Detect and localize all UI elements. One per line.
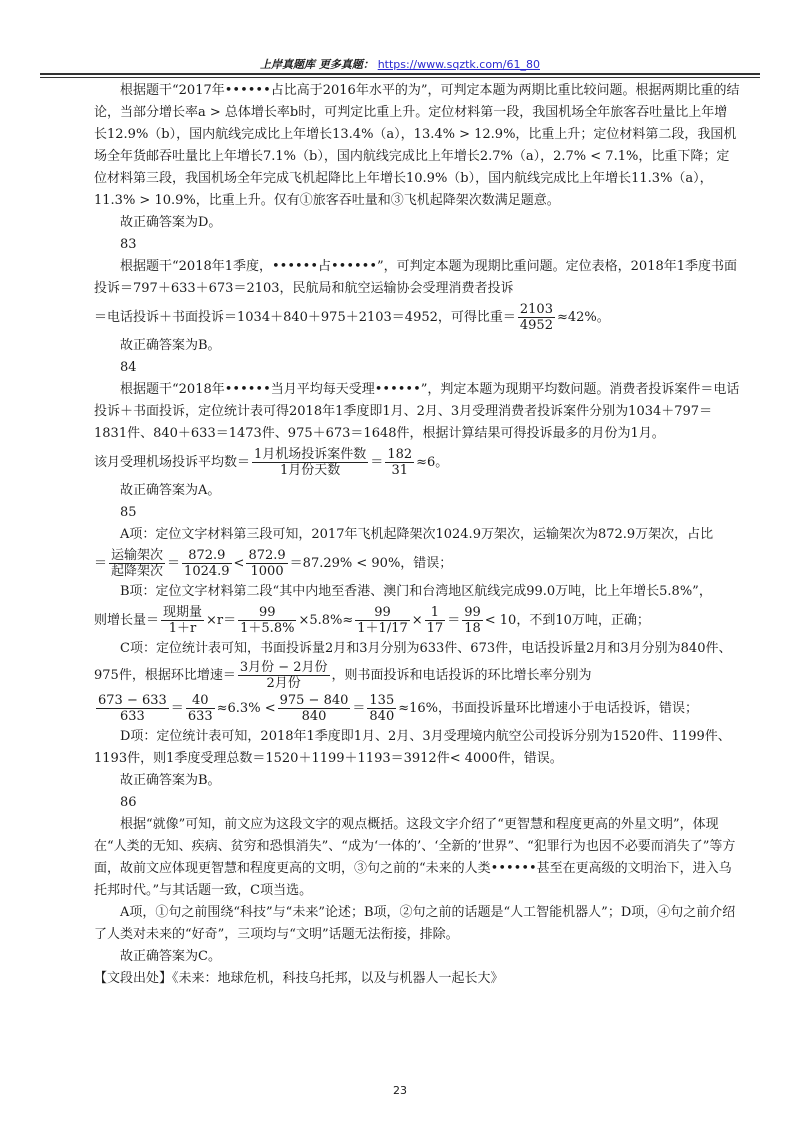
- formula-text: ×: [411, 613, 423, 628]
- header-label: 上岸真题库 更多真题：: [260, 58, 374, 71]
- q83-number: 83: [120, 237, 137, 252]
- formula-text: C项：定位统计表可知，书面投诉量2月和3月分别为633件、673件，电话投诉量2月和3月分别为840件、975件，根据环比增速＝: [94, 641, 732, 683]
- fraction-denominator: 1024.9: [184, 564, 230, 579]
- formula-text: ×5.8%≈: [298, 613, 354, 628]
- fraction-denominator: 633: [119, 709, 145, 724]
- fraction-denominator: 18: [464, 621, 481, 636]
- fraction: [246, 548, 287, 579]
- fraction: [161, 605, 204, 636]
- fraction-numerator: 现期量: [163, 605, 203, 620]
- fraction-numerator: 40: [186, 693, 215, 709]
- fraction-denominator: 633: [187, 709, 213, 724]
- q82-explanation: 根据题干“2017年••••••占比高于2016年水平的为”，可判定本题为两期比重比较问题。根据两期比重的结论，当部分增长率a > 总体增长率b时，可判定比重上升。定位材料第一段，我国机场全年旅客吞吐量比上年增长12.9%（b），国内航线完成比上年增长13.4%（a），13.4% > 12.9%，比重上升；定位材料第二段，我国机场全年货邮吞吐量比上年增长7.1%（b），国内航线完成比上年增长2.7%（a），2.7% < 7.1%，比重下降；定位材料第三段，我国机场全年完成飞机起降比上年增长10.9%（b），国内航线完成比上年增长11.3%（a），11.3% > 10.9%，比重上升。仅有①旅客吞吐量和③飞机起降架次数满足题意。: [94, 83, 740, 208]
- q83-explanation: 根据题干“2018年1季度，••••••占••••••”，可判定本题为现期比重问题。定位表格，2018年1季度书面投诉＝797＋633＋673＝2103，民航局和航空运输协会受理消费者投诉: [94, 259, 738, 296]
- header-divider: [40, 73, 760, 78]
- formula-text: ＝: [94, 556, 108, 571]
- fraction-denominator: 840: [369, 709, 395, 724]
- fraction-denominator: 1＋r: [168, 621, 197, 636]
- fraction-numerator: 135: [369, 693, 395, 708]
- fraction-denominator: 2月份: [266, 676, 301, 691]
- q84-formula: [94, 447, 740, 478]
- fraction-numerator: 99: [238, 605, 296, 621]
- formula-text: ≈6.3% <: [216, 701, 276, 716]
- q84-formula-end: ≈6。: [416, 455, 449, 470]
- q84-answer: 故正确答案为A。: [120, 483, 221, 498]
- fraction-denominator: 1＋5.8%: [240, 621, 295, 636]
- fraction-numerator: 975 − 840: [279, 693, 349, 708]
- q85-option-b-formula: [94, 605, 740, 636]
- page-content: [94, 80, 740, 990]
- fraction-denominator: 17: [426, 621, 444, 636]
- fraction: [278, 693, 351, 724]
- q83-fraction: [518, 302, 555, 333]
- fraction-numerator: 673 − 633: [98, 693, 167, 708]
- fraction: [238, 660, 330, 691]
- fraction-numerator: 872.9: [182, 548, 232, 564]
- formula-text: < 10，不到10万吨，正确；: [484, 613, 650, 628]
- fraction-denominator: 4952: [519, 318, 553, 333]
- fraction: [96, 693, 169, 724]
- fraction: [182, 548, 232, 579]
- q86-answer: 故正确答案为C。: [120, 949, 221, 964]
- fraction: [355, 605, 409, 636]
- q84-fraction-2: [385, 447, 414, 478]
- q86-options-analysis: A项，①句之前围绕“科技”与“未来”论述；B项，②句之前的话题是“人工智能机器人”；D项，④句之前介绍了人类对未来的“好奇”，三项均与“文明”话题无法衔接，排除。: [94, 905, 736, 942]
- fraction: [425, 605, 446, 636]
- fraction-numerator: 99: [464, 605, 481, 620]
- fraction-numerator: 1: [425, 605, 446, 621]
- q86-number: 86: [120, 795, 137, 810]
- fraction-numerator: 1月机场投诉案件数: [254, 447, 367, 462]
- q85-option-c-formula: [94, 693, 740, 724]
- fraction: [367, 693, 396, 724]
- fraction-denominator: 31: [391, 463, 408, 478]
- fraction: [186, 693, 215, 724]
- formula-text: ＝: [167, 556, 181, 571]
- fraction-denominator: 1＋1/17: [357, 621, 408, 636]
- q83-formula-text: ＝电话投诉＋书面投诉＝1034＋840＋975＋2103＝4952，可得比重＝: [94, 310, 516, 325]
- formula-text: 则增长量＝: [94, 613, 160, 628]
- fraction: [109, 548, 165, 579]
- q84-fraction-1: [252, 447, 368, 478]
- formula-text: ＝87.29% < 90%，错误；: [289, 556, 453, 571]
- fraction-numerator: 3月份 − 2月份: [239, 660, 328, 675]
- formula-text: ＝: [352, 701, 366, 716]
- formula-text: <: [233, 556, 245, 571]
- fraction-numerator: 运输架次: [111, 548, 164, 563]
- q83-answer: 故正确答案为B。: [120, 338, 221, 353]
- q85-option-d: D项：定位统计表可知，2018年1季度即1月、2月、3月受理境内航空公司投诉分别为1520件、1199件、1193件，则1季度受理总数＝1520＋1199＋1193＝3912件< 4000件，错误。: [94, 729, 731, 766]
- q85-number: 85: [120, 505, 137, 520]
- q85-option-a-formula: [94, 548, 740, 579]
- q82-answer: 故正确答案为D。: [120, 215, 222, 230]
- q84-formula-text: 该月受理机场投诉平均数＝: [94, 455, 251, 470]
- fraction-denominator: 840: [301, 709, 327, 724]
- q83-formula: [94, 302, 740, 333]
- fraction-denominator: 起降架次: [111, 564, 164, 579]
- q84-number: 84: [120, 360, 137, 375]
- q86-source: 【文段出处】《未来：地球危机，科技乌托邦，以及与机器人一起长大》: [94, 971, 504, 986]
- q85-answer: 故正确答案为B。: [120, 773, 221, 788]
- formula-text: ，则书面投诉和电话投诉的环比增长率分别为: [331, 668, 592, 683]
- fraction: [238, 605, 296, 636]
- formula-text: ≈16%，书面投诉量环比增速小于电话投诉，错误；: [398, 701, 699, 716]
- q83-formula-end: ≈42%。: [556, 310, 610, 325]
- q85-option-b: B项：定位文字材料第二段“其中内地至香港、澳门和台湾地区航线完成99.0万吨，比上年增长5.8%”，: [120, 584, 712, 599]
- header-url-link[interactable]: https://www.sqztk.com/61_80: [377, 58, 540, 71]
- q85-option-c: [94, 638, 740, 691]
- page-number: 23: [393, 1084, 407, 1097]
- fraction-denominator: 1月份天数: [280, 463, 341, 478]
- formula-text: ＝: [447, 613, 461, 628]
- equals-sign: ＝: [370, 455, 384, 470]
- q86-explanation: 根据“就像”可知，前文应为这段文字的观点概括。这段文字介绍了“更智慧和程度更高的外星文明”，体现在“人类的无知、疾病、贫穷和恐惧消失”、“成为‘一体的’、‘全新的’世界”、“犯罪行为也因不必要而消失了”等方面，故前文应体现更智慧和程度更高的文明，③句之前的“未来的人类••••••甚至在更高级的文明治下，进入乌托邦时代。”与其话题一致，C项当选。: [94, 817, 736, 898]
- page-header: [40, 56, 760, 72]
- formula-text: ＝: [170, 701, 184, 716]
- fraction: [462, 605, 483, 636]
- fraction-denominator: 1000: [250, 564, 284, 579]
- fraction-numerator: 182: [387, 447, 413, 462]
- fraction-numerator: 872.9: [248, 548, 286, 563]
- q85-option-a: A项：定位文字材料第三段可知，2017年飞机起降架次1024.9万架次，运输架次为872.9万架次，占比: [120, 527, 714, 542]
- q84-explanation: 根据题干“2018年••••••当月平均每天受理••••••”，判定本题为现期平均数问题。消费者投诉案件＝电话投诉＋书面投诉，定位统计表可得2018年1季度即1月、2月、3月受理消费者投诉案件分别为1034＋797＝1831件、840＋633＝1473件、975＋673＝1648件，根据计算结果可得投诉最多的月份为1月。: [94, 382, 740, 441]
- fraction-numerator: 99: [355, 605, 409, 621]
- fraction-numerator: 2103: [519, 302, 553, 317]
- formula-text: ×r＝: [206, 613, 237, 628]
